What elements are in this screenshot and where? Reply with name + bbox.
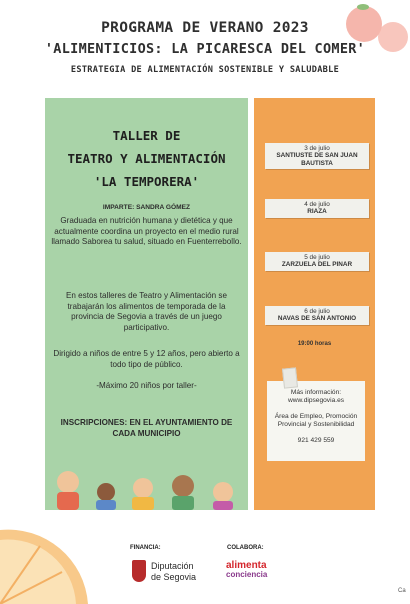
conciencia-word: conciencia <box>226 570 268 579</box>
bio: Graduada en nutrición humana y dietética y que actualmente coordina un proyecto en el medio rural llamado Saborea tu salud, situado en Fuenterrebollo. <box>51 216 242 247</box>
phone-number: 921 429 559 <box>297 436 335 444</box>
alimenta-word: alimenta <box>226 560 267 571</box>
child-head <box>97 483 115 501</box>
date-tag-4 <box>265 306 369 325</box>
leaf-icon <box>357 4 369 10</box>
child-head <box>57 471 79 493</box>
child-body <box>96 500 116 510</box>
diputacion-line1: Diputación <box>151 561 194 571</box>
audience: Dirigido a niños de entre 5 y 12 años, pero abierto a todo tipo de público. <box>53 349 240 369</box>
child-body <box>172 496 194 510</box>
child-body <box>132 497 154 510</box>
corner-text: Ca <box>398 588 406 594</box>
description: En estos talleres de Teatro y Alimentación se trabajarán los alimentos de temporada de la provincia de Segovia a través de un juego participativo. <box>66 291 227 332</box>
area-text: Área de Empleo, Promoción Provincial y Sostenibilidad <box>274 412 358 429</box>
child-body <box>213 501 233 510</box>
date-tag-3 <box>265 252 369 271</box>
child-head <box>133 478 153 498</box>
child-body <box>57 492 79 510</box>
inscripciones: INSCRIPCIONES: EN EL AYUNTAMIENTO DE CADA MUNICIPIO <box>60 418 233 438</box>
page-title: PROGRAMA DE VERANO 2023 <box>101 20 309 36</box>
date-tag-1 <box>265 143 369 169</box>
place-label: SANTIUSTE DE SAN JUAN BAUTISTA <box>276 152 358 167</box>
date-label: 3 de julio <box>304 145 330 152</box>
page-subtitle: ESTRATEGIA DE ALIMENTACIÓN SOSTENIBLE Y SALUDABLE <box>70 65 340 75</box>
place-label: RIAZA <box>307 208 327 216</box>
website-link[interactable]: www.dipsegovia.es <box>287 397 345 405</box>
page-title-quote: 'ALIMENTICIOS: LA PICARESCA DEL COMER' <box>44 41 366 57</box>
info-card <box>267 381 365 461</box>
date-label: 4 de julio <box>304 201 330 208</box>
taller-title-line2: TEATRO Y ALIMENTACIÓN <box>67 151 226 166</box>
place-label: NAVAS DE SAN ANTONIO <box>277 315 357 323</box>
financia-label: FINANCIA: <box>130 545 161 551</box>
date-tag-2 <box>265 199 369 218</box>
info-heading: Más información: <box>290 389 342 396</box>
diputacion-name <box>151 561 196 582</box>
taller-title-line3: 'LA TEMPORERA' <box>93 174 200 189</box>
place-label: ZARZUELA DEL PINAR <box>281 261 353 269</box>
date-label: 6 de julio <box>304 308 330 315</box>
children-illustration <box>48 452 246 510</box>
note-paper-icon <box>282 367 298 388</box>
orange-slice-illustration <box>0 518 95 604</box>
max-participants: -Máximo 20 niños por taller- <box>96 381 197 390</box>
diputacion-line2: de Segovia <box>151 571 197 582</box>
taller-title-line1: TALLER DE <box>112 128 181 143</box>
date-label: 5 de julio <box>304 254 330 261</box>
time-label: 19:00 horas <box>297 341 332 347</box>
imparte: IMPARTE: SANDRA GÓMEZ <box>102 204 191 211</box>
diputacion-logo <box>132 560 146 582</box>
colabora-label: COLABORA: <box>227 545 264 551</box>
alimenta-conciencia-logo <box>226 561 267 579</box>
child-head <box>172 475 194 497</box>
child-head <box>213 482 233 502</box>
